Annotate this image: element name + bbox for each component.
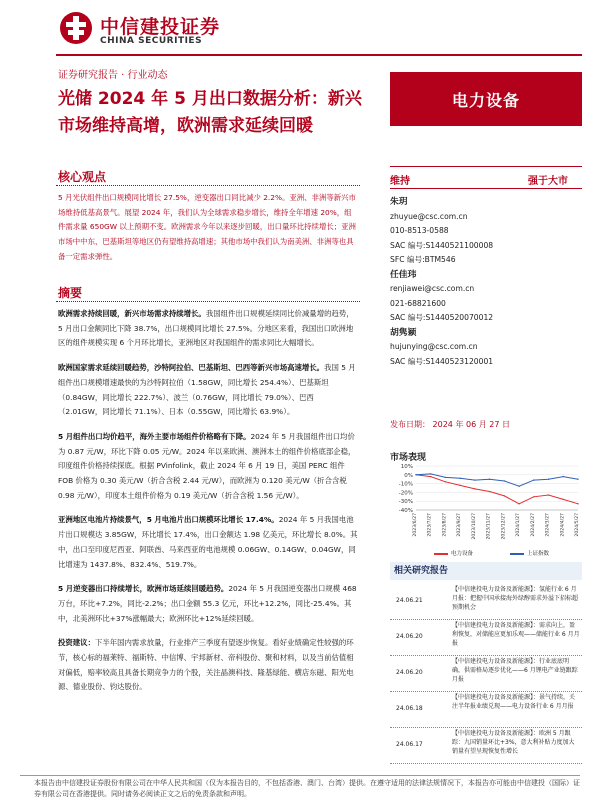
y-tick-label: -20% [398, 490, 413, 497]
data-point [474, 488, 475, 489]
analyst-sac: SAC 编号:S1440523120001 [390, 356, 494, 366]
legend-swatch-sector [434, 553, 448, 555]
analyst-name: 胡隽颖 [390, 327, 417, 338]
abstract-heading: 摘要 [58, 286, 83, 300]
abstract-divider [56, 301, 360, 302]
x-tick-label: 2023/9/27 [457, 513, 463, 537]
y-tick-label: 10% [400, 464, 413, 470]
analyst-name: 朱玥 [390, 197, 408, 207]
paragraph-lead: 5 月逆变器出口持续增长，欧洲市场延续回暖趋势。 [58, 584, 229, 594]
rating-value: 强于大市 [528, 176, 568, 187]
paragraph-lead: 投资建议： [58, 638, 95, 648]
rating-label: 维持 [390, 176, 410, 187]
paragraph-body: 2024 年 5 月我国组件出口均价为 0.87 元/W，环比下降 0.05 元/W。2024 年以来欧洲、澳洲本土的组件价格底部企稳，印度组件价格持续探底。根据 PVinfolink，截止 2024 年 6 月 19 日，美国 PERC 组件 FOB 价格为 0.30 美元/W（折合含税 2.44 元/W），而欧洲为 0.120 美元/W（折合含税 0.98 元/W），印度本土组件价格为 0.19 美元/W（折合含税 1.56 元/W）。 [58, 431, 356, 500]
related-report-date: 24.06.21 [396, 597, 423, 604]
data-point [563, 499, 564, 500]
analyst-sfc: SFC 编号:BTM546 [390, 255, 456, 264]
company-logo [58, 10, 221, 50]
header-divider [56, 54, 582, 56]
related-report-item[interactable] [390, 620, 582, 656]
data-point [518, 486, 519, 487]
data-point [489, 491, 490, 492]
analyst-sac: SAC 编号:S1440520070012 [390, 313, 494, 322]
related-report-item[interactable] [390, 584, 582, 620]
paragraph-body: 我国组件出口规模延续同比价减量增的趋势，5 月出口金额同比下降 38.7%，出口规模同比增长 27.5%。分地区来看，我国出口欧洲地区的组件规模实现 6 个月环比增长，亚洲地区对我国组件的需求同比大幅增长。 [58, 309, 354, 348]
legend-label: 上证指数 [527, 551, 550, 557]
related-report-title[interactable]: 【中信建投电力设备及新能源】：景气持续，关注半年报业绩兑现——电力设备行业 6 月月报 [452, 694, 576, 710]
data-point [577, 503, 578, 504]
paragraph-lead: 亚洲地区电池片持续景气，5 月电池片出口规模环比增长 17.4%。 [58, 515, 279, 525]
data-point [518, 503, 519, 504]
y-tick-label: 0% [404, 472, 413, 479]
paragraph-lead: 欧洲国家需求延续回暖趋势，沙特阿拉伯、巴基斯坦、巴西等新兴市场高速增长。 [58, 363, 325, 373]
report-type-tag: 证券研究报告 · 行业动态 [58, 70, 168, 81]
data-point [533, 496, 534, 497]
legend-label: 电力设备 [451, 551, 474, 557]
core-view-heading: 核心观点 [58, 170, 107, 184]
x-tick-label: 2024/1/27 [516, 513, 522, 537]
y-tick-label: -30% [398, 499, 413, 506]
abstract-paragraph [58, 361, 358, 420]
abstract-paragraph [58, 636, 358, 695]
paragraph-lead: 5 月组件出口均价趋平，海外主要市场组件价格略有下降。 [58, 431, 251, 441]
related-report-date: 24.06.17 [396, 741, 423, 748]
paragraph-body: 下半年国内需求放量，行业排产三季度有望逐步恢复。看好业绩确定性较强的环节，核心标的福莱特、福斯特、中信博、宇邦新材、帝科股份、聚和材料，以及当前估值相对偏低，赔率较高且具备长期竞争力的个股，关注晶澳科技、隆基绿能、横店东磁、阳光电源、德业股份、钧达股份。 [58, 638, 354, 692]
publish-date: 发布日期： 2024 年 06 月 27 日 [390, 420, 510, 429]
analyst-phone: 010-8513-0588 [390, 226, 449, 235]
abstract-body [58, 307, 358, 705]
data-point [504, 495, 505, 496]
data-point [445, 477, 446, 478]
x-tick-label: 2024/5/27 [575, 513, 580, 537]
sector-badge: 电力设备 [390, 72, 582, 126]
related-report-title[interactable]: 【中信建投电力设备及新能源】：行业底底明确，供需格局逐步优化——6 月锂电产业链跟踪月报 [452, 658, 578, 683]
legend-item-index [510, 549, 549, 557]
rating-row [390, 172, 582, 188]
data-point [415, 474, 416, 475]
y-tick-label: -40% [398, 508, 413, 514]
data-point [430, 473, 431, 474]
x-tick-label: 2023/12/27 [501, 513, 507, 540]
analyst-name: 任佳玮 [390, 269, 417, 280]
data-point [533, 479, 534, 480]
rating-bottom-rule [390, 188, 582, 189]
analyst-email[interactable]: renjiawei@csc.com.cn [390, 284, 475, 293]
rating-top-rule [390, 166, 582, 167]
data-point [548, 479, 549, 480]
paragraph-body: 我国 5 月组件出口规模增速最快的为沙特阿拉伯（1.58GW，同比增长 254.4%）、巴基斯坦（0.84GW，同比增长 222.7%）、波兰（0.76GW，同比增长 79.0%）、巴西（2.01GW，同比增长 71.1%）、日本（0.55GW，同比增长 63.9%）。 [58, 363, 356, 417]
data-point [459, 478, 460, 479]
related-report-date: 24.06.20 [396, 633, 423, 640]
data-point [445, 481, 446, 482]
related-report-title[interactable]: 【中信建投电力设备及新能源】：欧洲 5 月跟踪：九国销量环比+3%，意大利补贴力度加大销量有望呈现恢复性增长 [452, 730, 575, 755]
data-point [504, 480, 505, 481]
related-research-heading: 相关研究报告 [390, 562, 582, 580]
abstract-paragraph [58, 307, 358, 351]
x-tick-label: 2023/7/27 [427, 513, 433, 537]
paragraph-lead: 欧洲需求持续回暖，新兴市场需求持续增长。 [58, 309, 206, 318]
data-point [548, 494, 549, 495]
data-point [459, 485, 460, 486]
data-point [489, 479, 490, 480]
chart-legend [420, 549, 580, 559]
abstract-paragraph [58, 430, 358, 504]
analyst-list [390, 195, 582, 369]
abstract-paragraph [58, 513, 358, 572]
abstract-paragraph [58, 582, 358, 626]
legend-item-sector [434, 549, 473, 557]
x-tick-label: 2023/8/27 [442, 513, 448, 537]
related-report-date: 24.06.18 [396, 705, 423, 712]
analyst-email[interactable]: hujunying@csc.com.cn [390, 342, 478, 351]
disclaimer-footer: 本报告由中信建投证券股份有限公司在中华人民共和国（仅为本报告目的，不包括香港、澳门、台湾）提供。在遵守适用的法律法规情况下，本报告亦可能由中信建投（国际）证券有限公司在香港提供。同时请务必阅读正文之后的免责条款和声明。 [34, 779, 580, 798]
series-line-sector [416, 475, 578, 504]
logo-english-text: CHINA SECURITIES [100, 36, 203, 46]
related-report-item[interactable] [390, 728, 582, 764]
related-report-item[interactable] [390, 656, 582, 692]
analyst-email[interactable]: zhuyue@csc.com.cn [390, 211, 468, 221]
data-point [563, 476, 564, 477]
market-performance-heading: 市场表现 [390, 453, 427, 463]
related-report-date: 24.06.20 [396, 669, 423, 676]
related-report-item[interactable] [390, 692, 582, 728]
analyst-phone: 021-68821600 [390, 298, 446, 308]
y-tick-label: -10% [398, 481, 413, 488]
data-point [474, 479, 475, 480]
x-tick-label: 2024/3/27 [545, 513, 551, 537]
market-performance-chart [390, 462, 582, 550]
core-view-text: 5 月光伏组件出口规模同比增长 27.5%，逆变器出口同比减少 2.2%。亚洲、非洲等新兴市场维持低基高景气。展望 2024 年，我们认为全球需求稳步增长，维持全年增速 20%，组件需求量 650GW 以上预期不变。欧洲需求今年以来逐步回暖，出口量环比持续增长；亚洲市场中中东、巴基斯坦等地区仍有望维持高增速；其他市场中我们认为南美洲、非洲等也具备一定需求弹性。 [58, 193, 356, 261]
logo-chinese-text: 中信建投证券 [100, 16, 221, 38]
related-report-title[interactable]: 【中信建投电力设备及新能源】：氢能行业 6 月月报：把握中国承接海外绿醇需求外溢下招标超预期机会 [452, 586, 579, 611]
paragraph-body: 2024 年 5 月我国逆变器出口规模 468 万台，环比+7.2%，同比-2.2%；出口金额 55.3 亿元，环比+12.2%，同比-25.4%。其中，北美洲环比+37%涨幅最大；欧洲环比+12%延续回暖。 [58, 584, 357, 623]
core-view-divider [56, 185, 360, 186]
data-point [577, 479, 578, 480]
legend-swatch-index [510, 553, 524, 555]
data-point [430, 476, 431, 477]
x-tick-label: 2024/2/27 [530, 513, 536, 537]
x-tick-label: 2024/4/27 [560, 513, 566, 537]
x-tick-label: 2023/10/27 [471, 513, 477, 540]
company-logo-icon [58, 10, 94, 46]
analyst-sac: SAC 编号:S1440521100008 [390, 240, 494, 250]
paragraph-body: 2024 年 5 月我国电池片出口规模达 3.85GW，环比增长 17.4%，出口金额达 1.98 亿美元，环比增长 8.0%。其中，出口至印度尼西亚、阿联酋、马来西亚的电池规模 0.06GW、0.14GW、0.04GW，同比增速为 1437.8%、832.4%、519.7%。 [58, 515, 358, 569]
related-research-list [390, 584, 582, 764]
footer-divider [20, 775, 580, 776]
x-tick-label: 2023/6/27 [413, 513, 418, 537]
report-title: 光储 2024 年 5 月出口数据分析：新兴市场维持高增，欧洲需求延续回暖 [58, 89, 362, 136]
x-tick-label: 2023/11/27 [486, 513, 492, 540]
related-report-title[interactable]: 【中信建投电力设备及新能源】：需求向上，盈利恢复，对储能应更加乐观——储能行业 6 月月报 [452, 622, 580, 647]
